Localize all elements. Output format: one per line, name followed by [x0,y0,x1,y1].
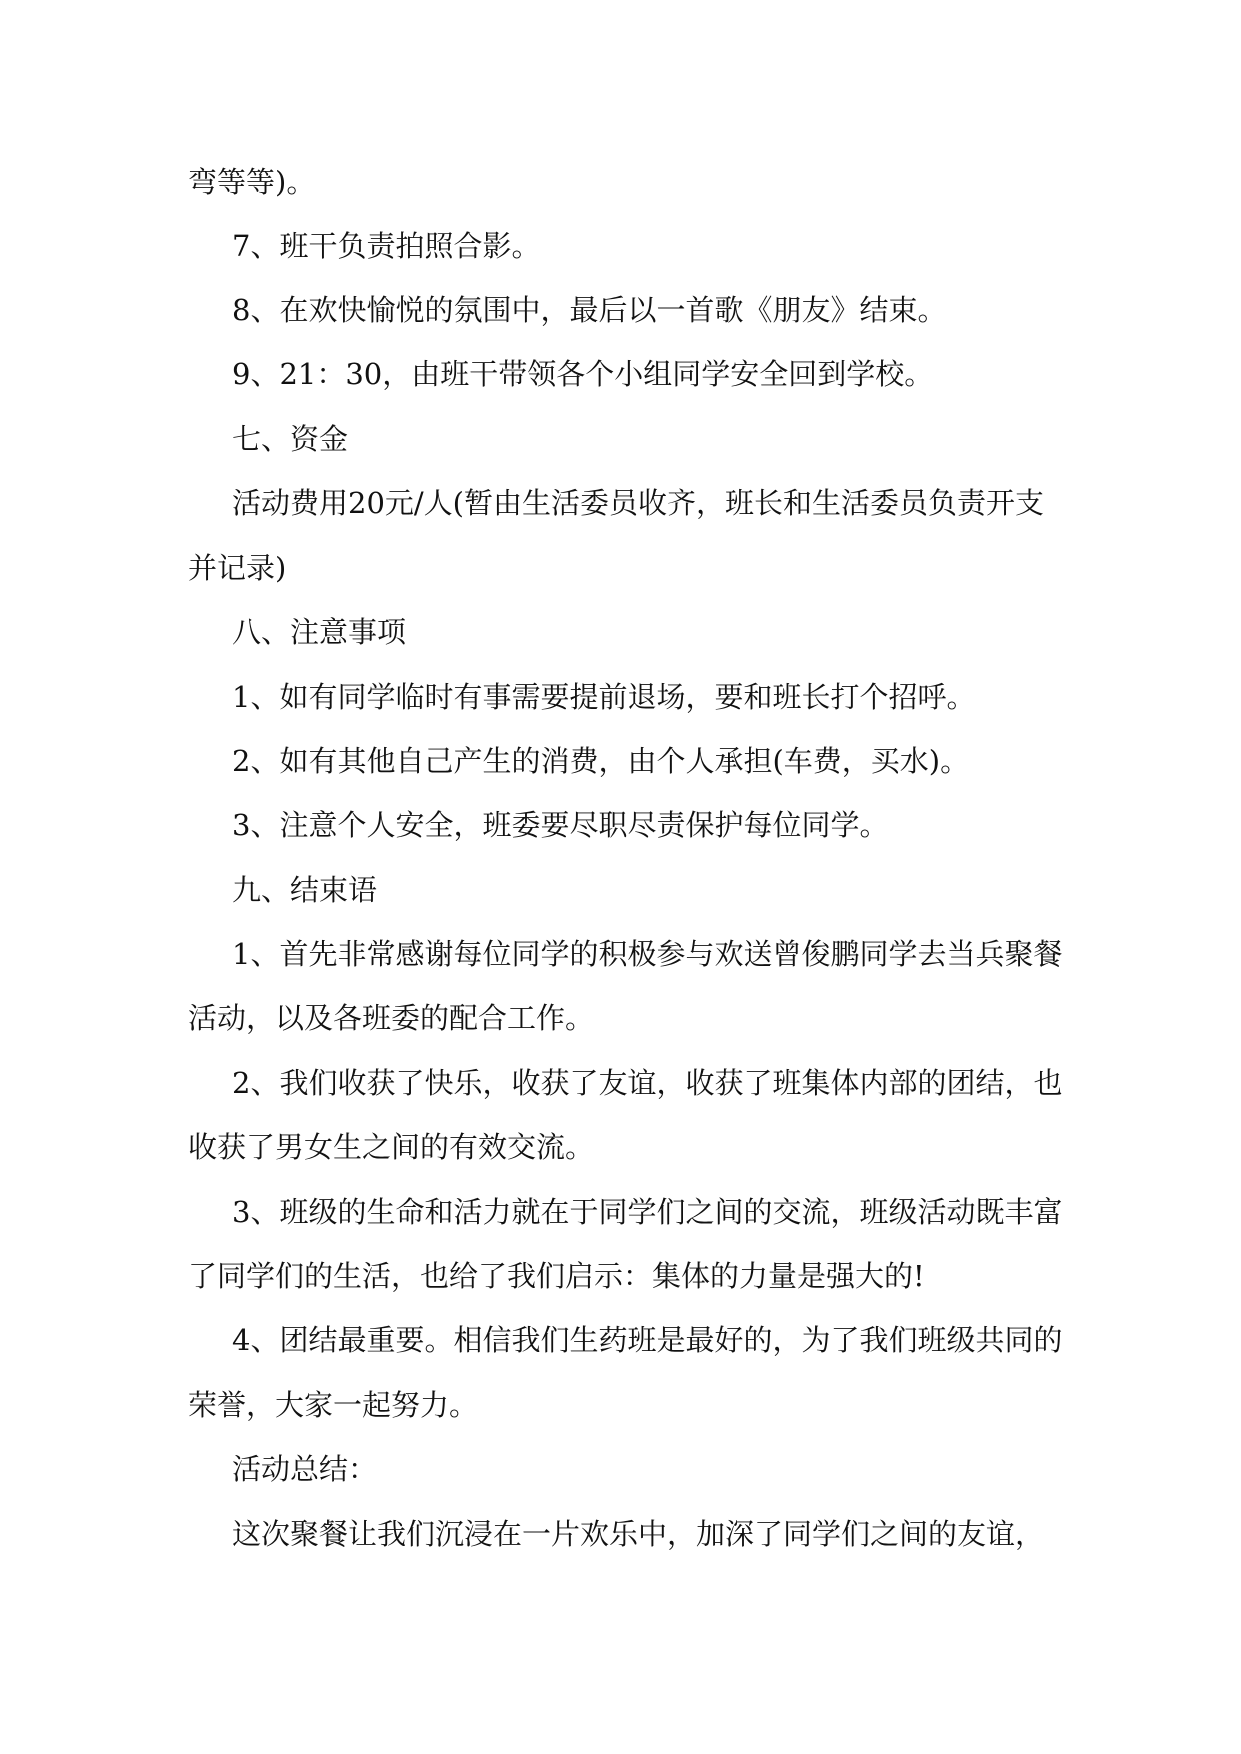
paragraph-line: 7、班干负责拍照合影。 [232,229,541,263]
paragraph-line: 1、首先非常感谢每位同学的积极参与欢送曾俊鹏同学去当兵聚餐 [232,937,1063,971]
paragraph-line: 荣誉，大家一起努力。 [188,1388,479,1422]
paragraph-line: 1、如有同学临时有事需要提前退场，要和班长打个招呼。 [232,680,976,714]
paragraph-line: 并记录) [188,551,287,585]
paragraph-line: 活动费用20元/人(暂由生活委员收齐，班长和生活委员负责开支 [232,486,1044,520]
paragraph-line: 9、21：30，由班干带领各个小组同学安全回到学校。 [232,357,934,391]
paragraph-line: 8、在欢快愉悦的氛围中，最后以一首歌《朋友》结束。 [232,293,947,327]
section-heading: 活动总结： [232,1452,378,1486]
section-heading: 八、注意事项 [232,615,407,649]
section-heading: 七、资金 [232,422,349,456]
paragraph-line: 活动，以及各班委的配合工作。 [188,1001,595,1035]
paragraph-line: 弯等等)。 [188,165,316,199]
section-heading: 九、结束语 [232,873,378,907]
paragraph-line: 收获了男女生之间的有效交流。 [188,1130,595,1164]
paragraph-line: 3、注意个人安全，班委要尽职尽责保护每位同学。 [232,808,889,842]
paragraph-line: 2、如有其他自己产生的消费，由个人承担(车费，买水)。 [232,744,970,778]
paragraph-line: 3、班级的生命和活力就在于同学们之间的交流，班级活动既丰富 [232,1195,1063,1229]
paragraph-line: 了同学们的生活，也给了我们启示：集体的力量是强大的! [188,1259,925,1293]
paragraph-line: 4、团结最重要。相信我们生药班是最好的，为了我们班级共同的 [232,1323,1063,1357]
paragraph-line: 2、我们收获了快乐，收获了友谊，收获了班集体内部的团结，也 [232,1066,1063,1100]
paragraph-line: 这次聚餐让我们沉浸在一片欢乐中，加深了同学们之间的友谊， [232,1517,1045,1551]
